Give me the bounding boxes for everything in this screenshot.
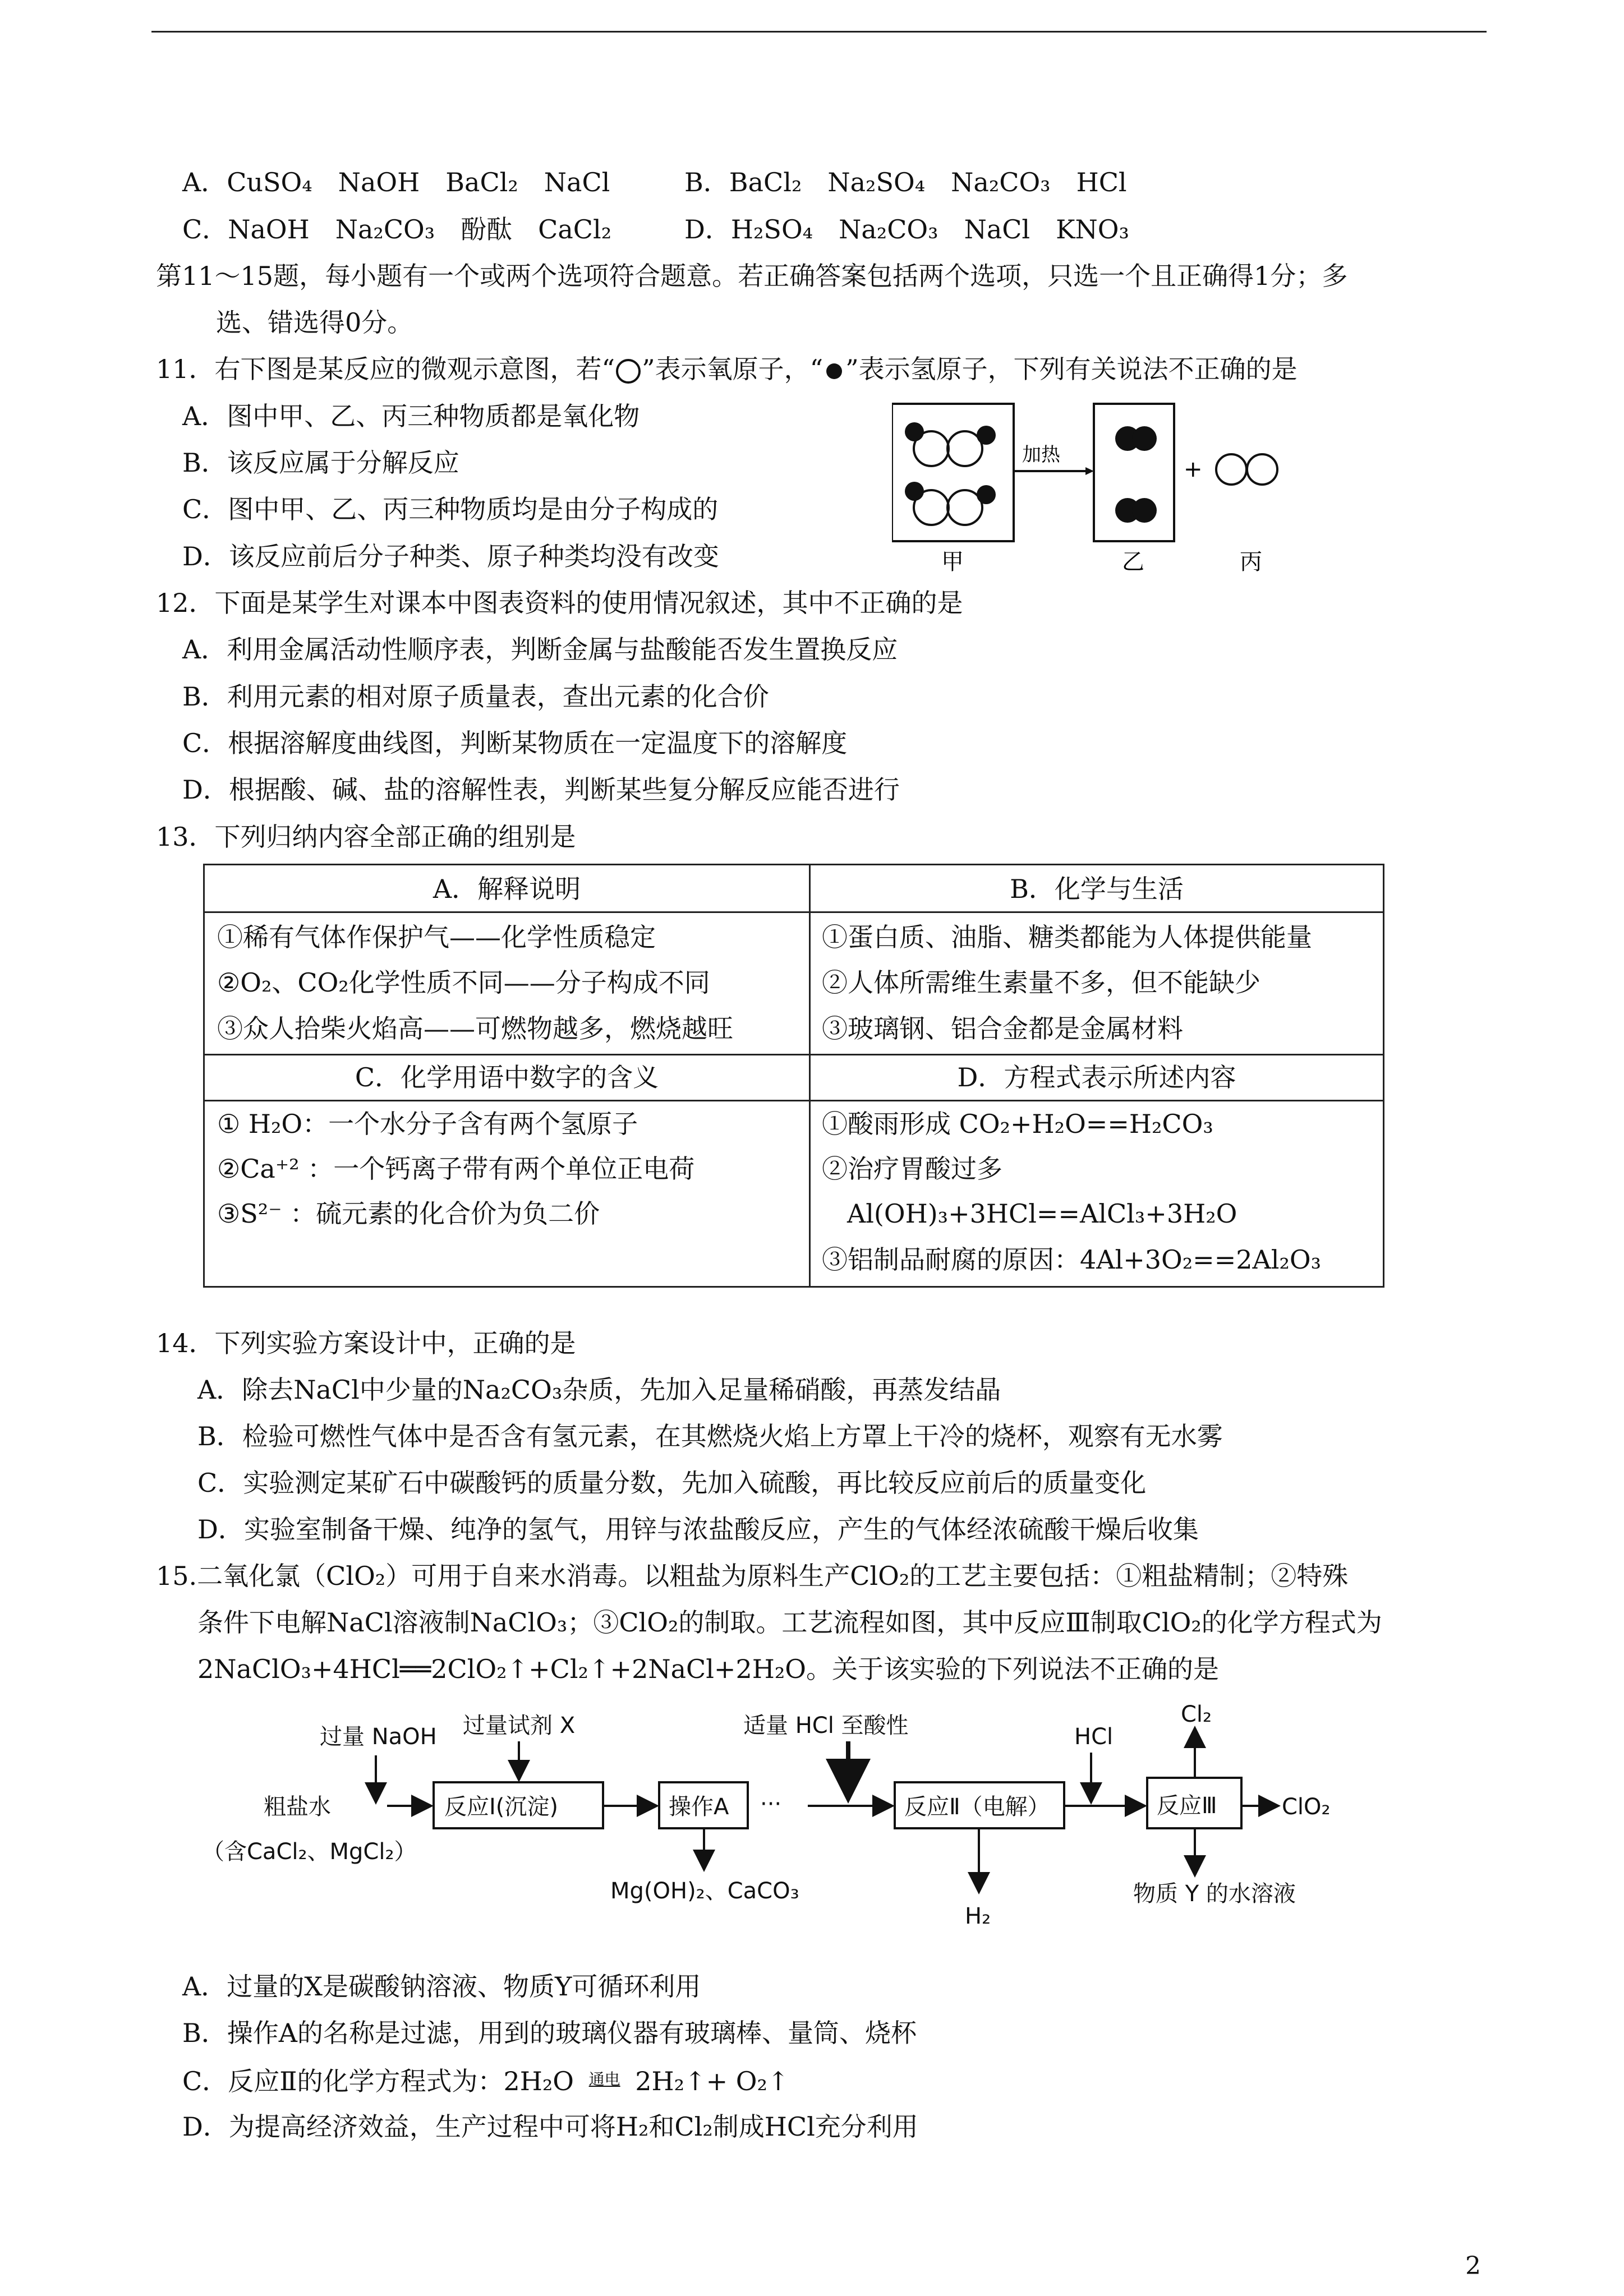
q12-stem: 12．下面是某学生对课本中图表资料的使用情况叙述，其中不正确的是	[156, 588, 963, 618]
cell-d-item: ①酸雨形成 CO₂+H₂O==H₂CO₃	[822, 1109, 1213, 1139]
q11-option-b: B．该反应属于分解反应	[182, 448, 459, 478]
q14-option-d: D．实验室制备干燥、纯净的氢气，用锌与浓盐酸反应，产生的气体经浓硫酸干燥后收集	[197, 1514, 1199, 1545]
q11-stem-pre: 11．右下图是某反应的微观示意图，若“	[156, 354, 615, 384]
cell-c-item: ③S²⁻ ：硫元素的化合价为负二价	[217, 1198, 600, 1229]
cell-a-header: A．解释说明	[433, 874, 581, 904]
plus-sign: +	[1184, 457, 1203, 482]
cell-b-item: ③玻璃钢、铝合金都是金属材料	[822, 1013, 1183, 1044]
q15-stem-line3: 2NaClO₃+4HCl══2ClO₂↑+Cl₂↑+2NaCl+2H₂O。关于该实验的下列说法不正确的是	[197, 1654, 1219, 1684]
flow-label-hcl: HCl	[1074, 1724, 1114, 1750]
cell-c-header: C．化学用语中数字的含义	[355, 1062, 659, 1092]
cell-b-item: ①蛋白质、油脂、糖类都能为人体提供能量	[822, 922, 1312, 952]
q10-option-d: D．H₂SO₄ Na₂CO₃ NaCl KNO₃	[684, 214, 1129, 245]
q11-option-a: A．图中甲、乙、丙三种物质都是氧化物	[182, 401, 640, 431]
q14-stem: 14．下列实验方案设计中，正确的是	[156, 1328, 576, 1358]
section-instruction-line2: 选、错选得0分。	[216, 307, 413, 338]
q13-stem: 13．下列归纳内容全部正确的组别是	[156, 822, 576, 852]
q15-stem-line1: 15.二氧化氯（ClO₂）可用于自来水消毒。以粗盐为原料生产ClO₂的工艺主要包括：①粗盐精制；②特殊	[156, 1561, 1349, 1591]
flow-label-precipitate: Mg(OH)₂、CaCO₃	[610, 1878, 799, 1904]
flow-ellipsis: ···	[760, 1791, 782, 1817]
water-molecule	[905, 482, 996, 525]
cell-d-item: ②治疗胃酸过多	[822, 1154, 1002, 1184]
flow-label-y-solution: 物质 Y 的水溶液	[1133, 1881, 1296, 1907]
flow-box-reaction2-label: 反应Ⅱ（电解）	[904, 1794, 1050, 1820]
flow-box-reaction1-label: 反应Ⅰ(沉淀)	[444, 1794, 559, 1820]
cell-a-item: ①稀有气体作保护气——化学性质稳定	[217, 922, 656, 952]
header-rule	[151, 31, 1487, 33]
flow-label-clo2: ClO₂	[1282, 1794, 1331, 1820]
cell-b-header: B．化学与生活	[1010, 874, 1184, 904]
q14-option-a: A．除去NaCl中少量的Na₂CO₃杂质，先加入足量稀硝酸，再蒸发结晶	[197, 1375, 1001, 1405]
section-instruction-line1: 第11～15题，每小题有一个或两个选项符合题意。若正确答案包括两个选项，只选一个且正确得1分；多	[156, 261, 1348, 291]
q12-option-a: A．利用金属活动性顺序表，判断金属与盐酸能否发生置换反应	[182, 634, 898, 665]
cell-d-item: ③铝制品耐腐的原因：4Al+3O₂==2Al₂O₃	[822, 1244, 1322, 1275]
cell-a-item: ②O₂、CO₂化学性质不同——分子构成不同	[217, 967, 710, 998]
oxygen-atom-icon	[615, 358, 642, 385]
q11-stem-mid: ”表示氧原子，“	[642, 354, 823, 384]
flow-label-brine-note: （含CaCl₂、MgCl₂）	[202, 1839, 417, 1865]
flow-label-cl2: Cl₂	[1181, 1702, 1212, 1727]
q12-option-b: B．利用元素的相对原子质量表，查出元素的化合价	[182, 681, 769, 712]
cell-d-item: Al(OH)₃+3HCl==AlCl₃+3H₂O	[847, 1198, 1237, 1229]
q10-option-b: B．BaCl₂ Na₂SO₄ Na₂CO₃ HCl	[684, 167, 1127, 197]
water-molecule	[905, 422, 996, 466]
q11-option-c: C．图中甲、乙、丙三种物质均是由分子构成的	[182, 494, 719, 524]
q11-option-d: D．该反应前后分子种类、原子种类均没有改变	[182, 541, 719, 571]
q11-stem	[156, 352, 1298, 386]
flow-label-brine: 粗盐水	[264, 1794, 331, 1820]
cell-c-item: ① H₂O：一个水分子含有两个氢原子	[217, 1109, 638, 1139]
q15-option-c-pre: C．反应Ⅱ的化学方程式为：2H₂O	[182, 2066, 574, 2096]
cell-c-item: ②Ca⁺² ：一个钙离子带有两个单位正电荷	[217, 1154, 695, 1184]
process-flow-diagram	[202, 1699, 1352, 1940]
q15-option-b: B．操作A的名称是过滤，用到的玻璃仪器有玻璃棒、量筒、烧杯	[182, 2018, 917, 2048]
flow-label-h2: H₂	[965, 1903, 991, 1929]
label-bing: 丙	[1240, 549, 1262, 575]
cell-a-item: ③众人拾柴火焰高——可燃物越多，燃烧越旺	[217, 1013, 733, 1044]
q14-option-c: C．实验测定某矿石中碳酸钙的质量分数，先加入硫酸，再比较反应前后的质量变化	[197, 1468, 1147, 1498]
flow-label-naoh: 过量 NaOH	[320, 1724, 437, 1750]
label-jia: 甲	[941, 549, 964, 575]
q14-option-b: B．检验可燃性气体中是否含有氢元素，在其燃烧火焰上方罩上干冷的烧杯，观察有无水雾	[197, 1421, 1223, 1451]
q12-option-c: C．根据溶解度曲线图，判断某物质在一定温度下的溶解度	[182, 728, 848, 758]
reaction-micro-diagram	[892, 393, 1318, 583]
q11-stem-post: ”表示氢原子，下列有关说法不正确的是	[845, 354, 1298, 384]
q15-option-c-post: 2H₂↑+ O₂↑	[635, 2066, 789, 2096]
flow-box-operation-a-label: 操作A	[669, 1794, 729, 1820]
o2-molecule	[1216, 454, 1277, 485]
q12-option-d: D．根据酸、碱、盐的溶解性表，判断某些复分解反应能否进行	[182, 774, 900, 805]
h2-molecule	[1115, 426, 1157, 451]
flow-box-reaction3-label: 反应Ⅲ	[1157, 1793, 1217, 1819]
table-divider	[205, 911, 1383, 913]
q15-option-a: A．过量的X是碳酸钠溶液、物质Y可循环利用	[182, 1971, 701, 2002]
hydrogen-atom-icon	[823, 360, 845, 382]
q15-stem-line2: 条件下电解NaCl溶液制NaClO₃；③ClO₂的制取。工艺流程如图，其中反应Ⅲ制取ClO₂的化学方程式为	[197, 1607, 1382, 1638]
q10-option-c: C．NaOH Na₂CO₃ 酚酞 CaCl₂	[182, 214, 612, 245]
page-number: 2	[1465, 2252, 1481, 2280]
q15-option-c	[182, 2063, 789, 2096]
flow-label-reagent-x: 过量试剂 X	[463, 1713, 576, 1739]
h2-molecule	[1115, 498, 1157, 523]
q10-option-a: A．CuSO₄ NaOH BaCl₂ NaCl	[182, 167, 610, 197]
q13-table	[203, 864, 1384, 1288]
cell-b-item: ②人体所需维生素量不多，但不能缺少	[822, 967, 1260, 998]
q15-option-d: D．为提高经济效益，生产过程中可将H₂和Cl₂制成HCl充分利用	[182, 2111, 918, 2142]
q15-option-c-condition: 通电	[588, 2070, 620, 2088]
flow-label-hcl-acid: 适量 HCl 至酸性	[743, 1713, 909, 1739]
arrow-label: 加热	[1022, 444, 1060, 466]
cell-d-header: D．方程式表示所述内容	[957, 1062, 1236, 1092]
label-yi: 乙	[1122, 549, 1144, 575]
